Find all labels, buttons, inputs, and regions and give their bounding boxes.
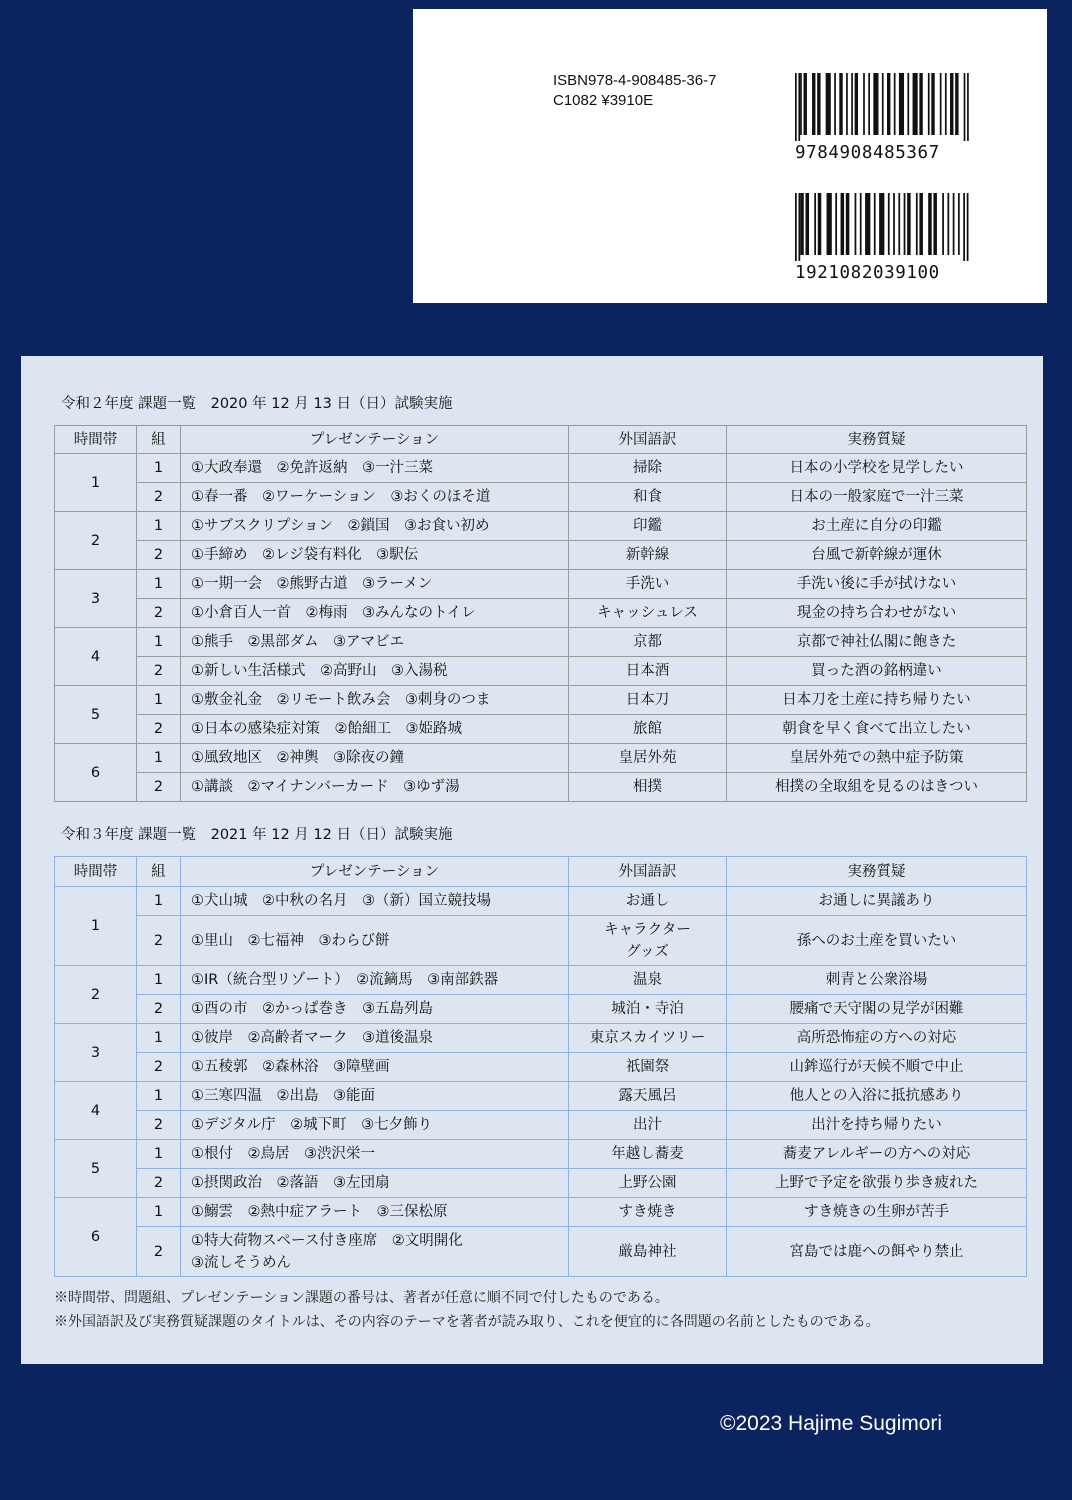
translation-cell: 城泊・寺泊 — [569, 995, 727, 1024]
presentation-cell: ①摂関政治 ②落語 ③左団扇 — [181, 1169, 569, 1198]
barcode-bar — [894, 73, 896, 135]
barcode-bar — [964, 73, 966, 141]
table-row — [55, 887, 1027, 916]
table-row — [55, 628, 1027, 657]
barcode-bar — [916, 193, 918, 255]
task-table-2020 — [54, 425, 1027, 802]
barcode-isbn — [795, 73, 979, 163]
time-slot-cell: 2 — [55, 512, 137, 570]
table-row — [55, 1053, 1027, 1082]
time-slot-cell: 2 — [55, 966, 137, 1024]
barcode-bar — [827, 193, 832, 255]
qa-cell: 山鉾巡行が天候不順で中止 — [727, 1053, 1027, 1082]
barcode-bar — [958, 193, 960, 255]
group-cell: 2 — [137, 916, 181, 966]
barcode-bar — [860, 193, 862, 255]
table-row — [55, 1140, 1027, 1169]
barcode-bar — [933, 193, 937, 255]
barcode-bar — [898, 193, 900, 255]
barcode-bar — [873, 73, 878, 135]
barcode-bars — [795, 73, 979, 141]
barcode-bar — [899, 73, 904, 135]
group-cell: 2 — [137, 715, 181, 744]
barcode-bar — [800, 73, 802, 135]
barcode-bar — [795, 73, 797, 141]
qa-cell: お通しに異議あり — [727, 887, 1027, 916]
presentation-cell: ①講談 ②マイナンバーカード ③ゆず湯 — [181, 773, 569, 802]
task-table-2021 — [54, 856, 1027, 1277]
barcode-bar — [931, 73, 934, 135]
table-row — [55, 715, 1027, 744]
presentation-cell: ①三寒四温 ②出島 ③能面 — [181, 1082, 569, 1111]
isbn-box — [413, 9, 1047, 303]
qa-cell: 日本刀を土産に持ち帰りたい — [727, 686, 1027, 715]
qa-cell: 腰痛で天守閣の見学が困難 — [727, 995, 1027, 1024]
barcode-bar — [955, 73, 958, 135]
barcode-price — [795, 193, 979, 283]
table-row — [55, 454, 1027, 483]
group-cell: 1 — [137, 744, 181, 773]
translation-cell: 上野公園 — [569, 1169, 727, 1198]
isbn-number: ISBN978-4-908485-36-7 — [553, 72, 717, 89]
group-cell: 1 — [137, 966, 181, 995]
qa-cell: 蕎麦アレルギーの方への対応 — [727, 1140, 1027, 1169]
qa-cell: 高所恐怖症の方への対応 — [727, 1024, 1027, 1053]
translation-cell: すき焼き — [569, 1198, 727, 1227]
translation-cell: 手洗い — [569, 570, 727, 599]
time-slot-cell: 5 — [55, 686, 137, 744]
barcode-bar — [868, 73, 870, 135]
qa-cell: 上野で予定を欲張り歩き疲れた — [727, 1169, 1027, 1198]
qa-cell: 他人との入浴に抵抗感あり — [727, 1082, 1027, 1111]
table-row — [55, 686, 1027, 715]
qa-cell: 日本の小学校を見学したい — [727, 454, 1027, 483]
barcode-bar — [928, 73, 930, 135]
table-row — [55, 1024, 1027, 1053]
group-cell: 2 — [137, 599, 181, 628]
time-slot-cell: 1 — [55, 454, 137, 512]
time-slot-cell: 4 — [55, 1082, 137, 1140]
qa-cell: 京都で神社仏閣に飽きた — [727, 628, 1027, 657]
table-row — [55, 995, 1027, 1024]
presentation-cell: ①一期一会 ②熊野古道 ③ラーメン — [181, 570, 569, 599]
header-qa: 実務質疑 — [727, 426, 1027, 454]
header-time-slot: 時間帯 — [55, 426, 137, 454]
table-row — [55, 599, 1027, 628]
header-group: 組 — [137, 857, 181, 887]
translation-cell: 日本刀 — [569, 686, 727, 715]
barcode-bar — [947, 193, 949, 255]
presentation-cell: ①犬山城 ②中秋の名月 ③（新）国立競技場 — [181, 887, 569, 916]
qa-cell: すき焼きの生卵が苦手 — [727, 1198, 1027, 1227]
qa-cell: 刺青と公衆浴場 — [727, 966, 1027, 995]
header-translation: 外国語訳 — [569, 426, 727, 454]
group-cell: 1 — [137, 1024, 181, 1053]
translation-cell: キャッシュレス — [569, 599, 727, 628]
barcode-bar — [839, 73, 842, 135]
barcode-bar — [826, 73, 831, 135]
translation-cell: 新幹線 — [569, 541, 727, 570]
translation-cell: 厳島神社 — [569, 1227, 727, 1277]
table-row — [55, 1198, 1027, 1227]
table-row — [55, 916, 1027, 966]
table-row — [55, 966, 1027, 995]
table-row — [55, 1082, 1027, 1111]
barcode-bar — [804, 73, 807, 135]
barcode-bar — [950, 73, 953, 135]
presentation-cell: ①小倉百人一首 ②梅雨 ③みんなのトイレ — [181, 599, 569, 628]
header-time-slot: 時間帯 — [55, 857, 137, 887]
qa-cell: 朝食を早く食べて出立したい — [727, 715, 1027, 744]
group-cell: 2 — [137, 773, 181, 802]
translation-cell: 京都 — [569, 628, 727, 657]
presentation-cell: ①酉の市 ②かっぱ巻き ③五島列島 — [181, 995, 569, 1024]
copyright: ©2023 Hajime Sugimori — [720, 1412, 943, 1435]
barcode-bar — [963, 193, 965, 261]
price-code: C1082 ¥3910E — [553, 92, 654, 109]
barcode-bar — [817, 73, 820, 135]
translation-cell: 掃除 — [569, 454, 727, 483]
barcode-bar — [882, 73, 884, 135]
table-row — [55, 1169, 1027, 1198]
barcode-bar — [835, 193, 837, 255]
group-cell: 1 — [137, 1082, 181, 1111]
header-qa: 実務質疑 — [727, 857, 1027, 887]
footnote: ※時間帯、問題組、プレゼンテーション課題の番号は、著者が任意に順不同で付したものである。 — [54, 1290, 669, 1306]
barcode-bar — [919, 73, 922, 135]
qa-cell: 現金の持ち合わせがない — [727, 599, 1027, 628]
barcode-isbn-digits: 9784908485367 — [795, 143, 940, 163]
barcode-bar — [887, 73, 890, 135]
translation-cell: お通し — [569, 887, 727, 916]
translation-cell: 印鑑 — [569, 512, 727, 541]
barcode-bar — [800, 193, 804, 255]
barcode-bar — [874, 193, 876, 255]
table-row — [55, 512, 1027, 541]
qa-cell: お土産に自分の印鑑 — [727, 512, 1027, 541]
barcode-bar — [834, 73, 836, 135]
translation-cell: 旅館 — [569, 715, 727, 744]
translation-cell: 祇園祭 — [569, 1053, 727, 1082]
barcode-bar — [812, 73, 815, 135]
qa-cell: 手洗い後に手が拭けない — [727, 570, 1027, 599]
time-slot-cell: 3 — [55, 1024, 137, 1082]
group-cell: 2 — [137, 1227, 181, 1277]
table-row — [55, 744, 1027, 773]
header-group: 組 — [137, 426, 181, 454]
barcode-bar — [913, 73, 918, 135]
translation-cell: 皇居外苑 — [569, 744, 727, 773]
barcode-bar — [888, 193, 890, 255]
presentation-cell: ①手締め ②レジ袋有料化 ③駅伝 — [181, 541, 569, 570]
presentation-cell: ①新しい生活様式 ②高野山 ③入湯税 — [181, 657, 569, 686]
barcode-bar — [907, 193, 911, 255]
header-presentation: プレゼンテーション — [181, 426, 569, 454]
barcode-bar — [855, 193, 857, 255]
barcode-bar — [841, 193, 845, 255]
presentation-cell: ①根付 ②鳥居 ③渋沢栄一 — [181, 1140, 569, 1169]
barcode-bar — [940, 73, 942, 135]
time-slot-cell: 3 — [55, 570, 137, 628]
barcode-bar — [953, 193, 955, 255]
group-cell: 1 — [137, 1198, 181, 1227]
translation-cell: 出汁 — [569, 1111, 727, 1140]
barcode-bar — [893, 193, 895, 255]
group-cell: 2 — [137, 995, 181, 1024]
section2-title: 令和３年度 課題一覧 2021 年 12 月 12 日（日）試験実施 — [61, 827, 453, 843]
group-cell: 1 — [137, 1140, 181, 1169]
translation-cell: キャラクター グッズ — [569, 916, 727, 966]
presentation-cell: ①日本の感染症対策 ②飴細工 ③姫路城 — [181, 715, 569, 744]
presentation-cell: ①サブスクリプション ②鎖国 ③お食い初め — [181, 512, 569, 541]
group-cell: 2 — [137, 541, 181, 570]
header-translation: 外国語訳 — [569, 857, 727, 887]
barcode-bar — [806, 193, 810, 255]
barcode-bar — [907, 73, 909, 135]
group-cell: 1 — [137, 512, 181, 541]
barcode-bar — [967, 73, 969, 141]
translation-cell: 相撲 — [569, 773, 727, 802]
translation-cell: 年越し蕎麦 — [569, 1140, 727, 1169]
group-cell: 2 — [137, 1053, 181, 1082]
presentation-cell: ①大政奉還 ②免許返納 ③一汁三菜 — [181, 454, 569, 483]
group-cell: 2 — [137, 483, 181, 512]
barcode-bar — [798, 73, 800, 141]
presentation-cell: ①里山 ②七福神 ③わらび餅 — [181, 916, 569, 966]
time-slot-cell: 1 — [55, 887, 137, 966]
qa-cell: 孫へのお土産を買いたい — [727, 916, 1027, 966]
table-row — [55, 541, 1027, 570]
translation-cell: 日本酒 — [569, 657, 727, 686]
barcode-price-digits: 1921082039100 — [795, 263, 940, 283]
barcode-bar — [865, 193, 870, 255]
group-cell: 2 — [137, 1111, 181, 1140]
header-presentation: プレゼンテーション — [181, 857, 569, 887]
qa-cell: 買った酒の銘柄違い — [727, 657, 1027, 686]
barcode-bar — [846, 73, 848, 135]
translation-cell: 和食 — [569, 483, 727, 512]
barcode-bar — [846, 193, 850, 255]
qa-cell: 出汁を持ち帰りたい — [727, 1111, 1027, 1140]
time-slot-cell: 5 — [55, 1140, 137, 1198]
barcode-bar — [814, 193, 816, 255]
presentation-cell: ①敷金礼金 ②リモート飲み会 ③刺身のつま — [181, 686, 569, 715]
group-cell: 1 — [137, 454, 181, 483]
barcode-bar — [942, 193, 944, 255]
presentation-cell: ①IR（統合型リゾート） ②流鏑馬 ③南部鉄器 — [181, 966, 569, 995]
presentation-cell: ①特大荷物スペース付き座席 ②文明開化 ③流しそうめん — [181, 1227, 569, 1277]
barcode-bar — [795, 193, 797, 261]
time-slot-cell: 6 — [55, 1198, 137, 1277]
barcode-bar — [967, 193, 969, 261]
group-cell: 1 — [137, 887, 181, 916]
barcode-bar — [863, 73, 865, 135]
qa-cell: 台風で新幹線が運休 — [727, 541, 1027, 570]
qa-cell: 相撲の全取組を見るのはきつい — [727, 773, 1027, 802]
group-cell: 1 — [137, 628, 181, 657]
footnote: ※外国語訳及び実務質疑課題のタイトルは、その内容のテーマを著者が読み取り、これを便宜的に各問題の名前としたものである。 — [54, 1314, 880, 1330]
barcode-bar — [799, 193, 801, 261]
barcode-bar — [928, 193, 932, 255]
translation-cell: 東京スカイツリー — [569, 1024, 727, 1053]
group-cell: 2 — [137, 1169, 181, 1198]
barcode-bar — [945, 73, 947, 135]
barcode-bars — [795, 193, 979, 261]
group-cell: 1 — [137, 570, 181, 599]
barcode-bar — [851, 73, 853, 135]
presentation-cell: ①彼岸 ②高齢者マーク ③道後温泉 — [181, 1024, 569, 1053]
table-row — [55, 1227, 1027, 1277]
barcode-bar — [818, 193, 822, 255]
presentation-cell: ①五稜郭 ②森林浴 ③障壁画 — [181, 1053, 569, 1082]
qa-cell: 宮島では鹿への餌やり禁止 — [727, 1227, 1027, 1277]
group-cell: 2 — [137, 657, 181, 686]
table-row — [55, 483, 1027, 512]
table-row — [55, 1111, 1027, 1140]
barcode-bar — [919, 193, 923, 255]
presentation-cell: ①風致地区 ②神輿 ③除夜の鐘 — [181, 744, 569, 773]
translation-cell: 温泉 — [569, 966, 727, 995]
isbn-text — [553, 71, 716, 111]
barcode-bar — [855, 73, 858, 135]
barcode-bar — [879, 193, 884, 255]
presentation-cell: ①熊手 ②黒部ダム ③アマビエ — [181, 628, 569, 657]
section1-title: 令和２年度 課題一覧 2020 年 12 月 13 日（日）試験実施 — [61, 396, 453, 412]
group-cell: 1 — [137, 686, 181, 715]
qa-cell: 皇居外苑での熱中症予防策 — [727, 744, 1027, 773]
table-row — [55, 657, 1027, 686]
table-row — [55, 570, 1027, 599]
time-slot-cell: 6 — [55, 744, 137, 802]
footnotes — [54, 1286, 880, 1334]
table-row — [55, 773, 1027, 802]
exam-panel — [21, 356, 1043, 1364]
barcode-bar — [904, 193, 906, 255]
presentation-cell: ①春一番 ②ワーケーション ③おくのほそ道 — [181, 483, 569, 512]
presentation-cell: ①デジタル庁 ②城下町 ③七夕飾り — [181, 1111, 569, 1140]
qa-cell: 日本の一般家庭で一汁三菜 — [727, 483, 1027, 512]
time-slot-cell: 4 — [55, 628, 137, 686]
translation-cell: 露天風呂 — [569, 1082, 727, 1111]
presentation-cell: ①鰯雲 ②熱中症アラート ③三保松原 — [181, 1198, 569, 1227]
